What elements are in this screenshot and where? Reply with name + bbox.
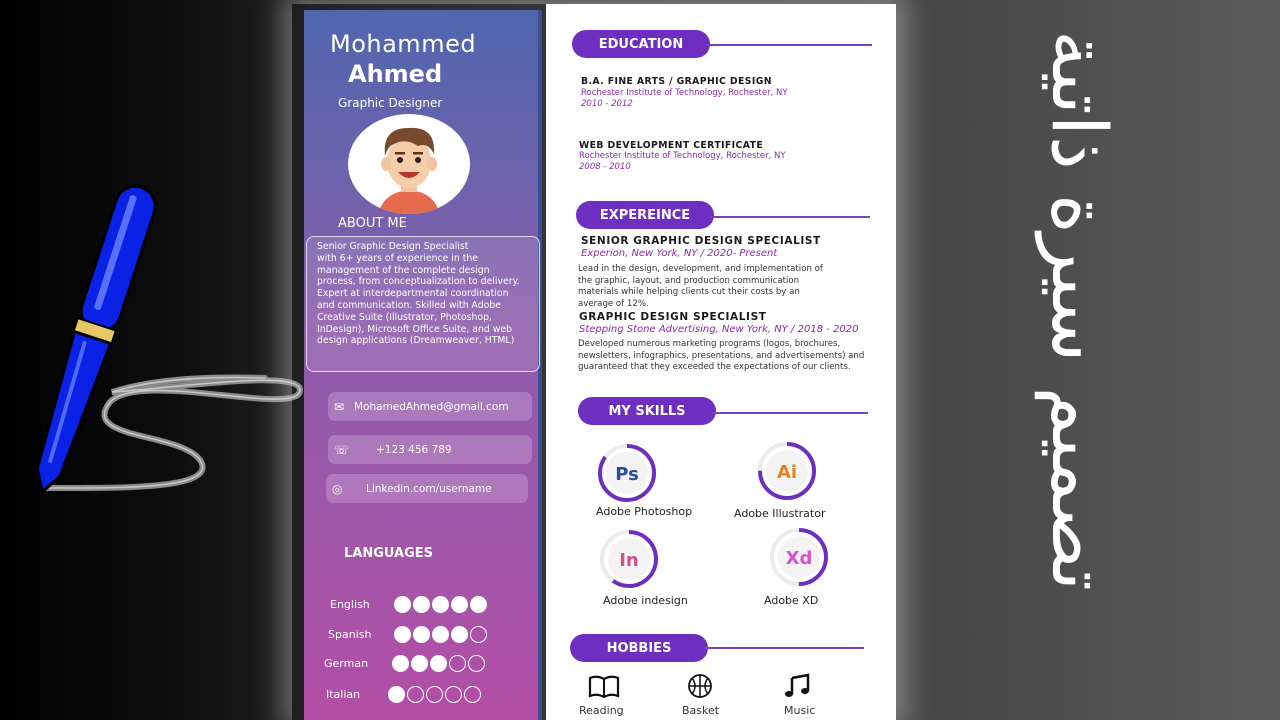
experience-heading: EXPEREINCE — [576, 201, 714, 229]
language-level-dots — [388, 686, 481, 703]
level-dot-filled — [451, 626, 468, 643]
desc-line: Lead in the design, development, and implementation of — [578, 264, 823, 274]
about-line: Creative Suite (Illustrator, Photoshop, — [317, 311, 492, 323]
language-row — [328, 626, 528, 644]
desc-line: newsletters, infographics, presentations, and advertisements) and — [578, 350, 865, 361]
about-line: Senior Graphic Design Specialist — [317, 241, 469, 252]
language-name: Spanish — [328, 628, 372, 641]
skill-name: Adobe XD — [764, 594, 819, 607]
experience-description — [578, 339, 892, 374]
level-dot-empty — [464, 686, 481, 703]
level-dot-filled — [432, 626, 449, 643]
hobby-name: Basket — [682, 704, 720, 717]
about-text-box — [306, 236, 540, 372]
desc-line: guaranteed that they exceeded the expectations of our clients. — [578, 362, 851, 372]
level-dot-filled — [413, 596, 430, 613]
phone-icon: ☏ — [334, 442, 350, 457]
basketball-icon — [684, 672, 716, 700]
level-dot-empty — [426, 686, 443, 703]
hobby-name: Music — [784, 704, 816, 717]
language-level-dots — [394, 626, 487, 643]
contact-linkedin — [326, 474, 528, 503]
level-dot-filled — [432, 596, 449, 613]
about-heading: ABOUT ME — [338, 216, 407, 231]
education-years: 2008 - 2010 — [579, 162, 631, 172]
pen-illustration — [0, 170, 320, 510]
level-dot-empty — [470, 626, 487, 643]
arabic-title: تصميم سيرة ذاتية — [1035, 30, 1124, 591]
phone-text: +123 456 789 — [376, 443, 452, 456]
level-dot-filled — [388, 686, 405, 703]
language-level-dots — [394, 596, 487, 613]
avatar — [348, 114, 470, 214]
experience-title: SENIOR GRAPHIC DESIGN SPECIALIST — [581, 235, 821, 247]
education-school: Rochester Institute of Technology, Rochester, NY — [579, 151, 786, 161]
last-name: Ahmed — [348, 60, 443, 88]
skills-heading: MY SKILLS — [578, 397, 716, 425]
language-row — [326, 686, 526, 704]
about-line: design applications (Dreamweaver, HTML) — [317, 335, 515, 347]
resume-main — [546, 4, 896, 720]
illustrator-skill-icon — [756, 440, 818, 502]
desc-line: Developed numerous marketing programs (logos, brochures, — [578, 339, 841, 349]
desc-line: average of 12%. — [578, 298, 649, 309]
skill-abbr: Ps — [615, 464, 639, 485]
experience-company: Stepping Stone Advertising, New York, NY / 2018 - 2020 — [579, 324, 859, 335]
skill-abbr: In — [619, 550, 639, 571]
first-name: Mohammed — [330, 30, 477, 58]
experience-description — [578, 264, 878, 310]
hobby-name: Reading — [579, 704, 624, 717]
linkedin-text: Linkedin.com/username — [366, 482, 492, 495]
about-line: InDesign), Microsoft Office Suite, and web — [317, 323, 512, 335]
education-school: Rochester Institute of Technology, Rochester, NY — [581, 88, 788, 98]
level-dot-filled — [394, 596, 411, 613]
about-line: process, from conceptualization to delivery. — [317, 276, 520, 288]
section-divider — [710, 216, 870, 218]
pen-icon — [23, 181, 160, 498]
email-text: MohamedAhmed@gmail.com — [354, 400, 509, 413]
about-line: Expert at interdepartmental coordination — [317, 288, 509, 300]
job-title: Graphic Designer — [338, 96, 443, 110]
contact-email — [328, 392, 532, 421]
contact-phone — [328, 435, 532, 464]
resume-sidebar — [304, 10, 542, 720]
level-dot-filled — [392, 655, 409, 672]
skill-name: Adobe indesign — [603, 594, 688, 607]
level-dot-filled — [413, 626, 430, 643]
education-heading: EDUCATION — [572, 30, 710, 58]
skill-abbr: Xd — [785, 548, 813, 569]
language-row — [324, 655, 524, 673]
experience-company: Experion, New York, NY / 2020- Present — [581, 248, 778, 259]
language-name: German — [324, 657, 369, 670]
book-icon — [588, 672, 620, 700]
section-divider — [706, 44, 872, 46]
language-name: Italian — [326, 688, 361, 701]
level-dot-empty — [445, 686, 462, 703]
languages-heading: LANGUAGES — [344, 546, 434, 561]
about-line: and communication. Skilled with Adobe — [317, 299, 501, 311]
level-dot-filled — [470, 596, 487, 613]
desc-line: the graphic, layout, and production communication — [578, 275, 800, 286]
globe-icon: ◎ — [332, 481, 343, 496]
skill-name: Adobe Illustrator — [734, 507, 826, 520]
section-divider — [712, 412, 868, 414]
level-dot-filled — [394, 626, 411, 643]
level-dot-empty — [407, 686, 424, 703]
skill-name: Adobe Photoshop — [596, 505, 693, 518]
level-dot-empty — [449, 655, 466, 672]
email-icon: ✉ — [334, 399, 345, 414]
desc-line: materials while helping clients cut their costs by an — [578, 287, 800, 297]
education-years: 2010 - 2012 — [581, 99, 633, 109]
xd-skill-icon — [768, 526, 830, 588]
skill-abbr: Ai — [776, 462, 798, 483]
section-divider — [704, 647, 864, 649]
level-dot-filled — [430, 655, 447, 672]
language-name: English — [330, 598, 370, 611]
level-dot-filled — [451, 596, 468, 613]
level-dot-filled — [411, 655, 428, 672]
indesign-skill-icon — [598, 528, 660, 590]
about-line: management of the complete design — [317, 264, 490, 276]
language-row — [330, 596, 530, 614]
photoshop-skill-icon — [596, 442, 658, 504]
resume-card — [292, 4, 896, 720]
education-title: WEB DEVELOPMENT CERTIFICATE — [579, 140, 764, 151]
language-level-dots — [392, 655, 485, 672]
hobbies-heading: HOBBIES — [570, 634, 708, 662]
about-line: with 6+ years of experience in the — [317, 252, 478, 264]
experience-title: GRAPHIC DESIGN SPECIALIST — [579, 311, 767, 323]
music-note-icon — [782, 672, 814, 700]
level-dot-empty — [468, 655, 485, 672]
education-title: B.A. FINE ARTS / GRAPHIC DESIGN — [581, 76, 772, 87]
